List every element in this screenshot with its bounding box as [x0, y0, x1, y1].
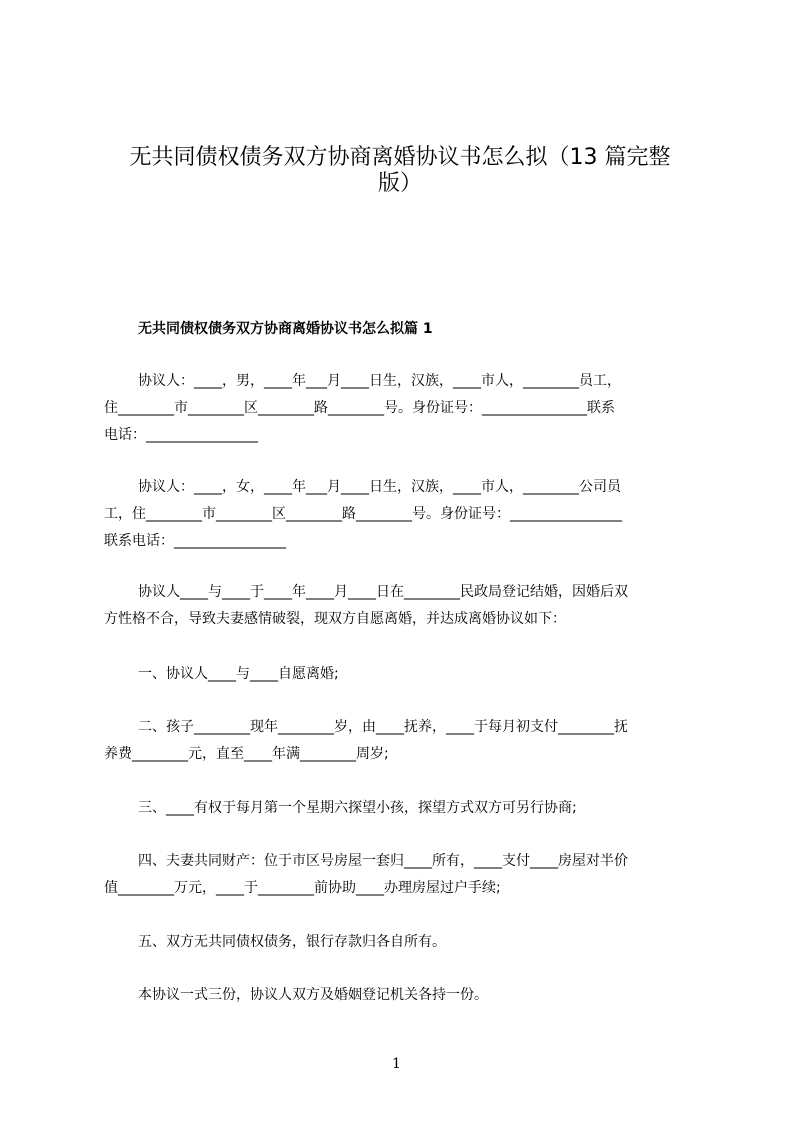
- clause-2: [104, 714, 700, 768]
- clause-4: [104, 848, 700, 902]
- clause-3: [104, 795, 700, 822]
- clause-1: [104, 661, 700, 688]
- party2-line-3: 联系电话：________________: [104, 533, 286, 549]
- document-title: [100, 145, 700, 197]
- clause-1-text: 一、协议人____与____自愿离婚;: [138, 666, 339, 682]
- title-line-1: 无共同债权债务双方协商离婚协议书怎么拟（13 篇完整: [129, 145, 671, 170]
- clause-2-line-1: 二、孩子________现年________岁，由____抚养，____于每月初支付________抚: [138, 719, 628, 735]
- party1-line-3: 电话：________________: [104, 427, 258, 443]
- clause-2-line-2: 养费________元，直至____年满________周岁;: [104, 746, 389, 762]
- closing-text: 本协议一式三份，协议人双方及婚姻登记机关各持一份。: [138, 987, 488, 1003]
- intro-paragraph: [104, 579, 700, 633]
- intro-line-2: 方性格不合，导致夫妻感情破裂，现双方自愿离婚，并达成离婚协议如下：: [104, 611, 566, 627]
- page-number: 1: [392, 1056, 401, 1072]
- intro-line-1: 协议人____与____于____年____月____日在________民政局登记结婚，因婚后双: [138, 584, 628, 600]
- closing-paragraph: [104, 982, 700, 1009]
- clause-5-text: 五、双方无共同债权债务，银行存款归各自所有。: [138, 934, 446, 950]
- clause-5: [104, 929, 700, 956]
- clause-4-line-2: 值________万元，____于________前协助____办理房屋过户手续;: [104, 880, 501, 896]
- clause-3-text: 三、____有权于每月第一个星期六探望小孩，探望方式双方可另行协商;: [138, 800, 577, 816]
- title-line-2: 版）: [377, 171, 422, 196]
- party2-paragraph: [104, 474, 700, 555]
- party2-line-2: 工，住________市________区________路________号。身份证号：________________: [104, 506, 622, 522]
- party2-line-1: 协议人：____，女，____年___月____日生，汉族，____市人，________公司员: [138, 479, 621, 495]
- clause-4-line-1: 四、夫妻共同财产：位于市区号房屋一套归____所有，____支付____房屋对半价: [138, 853, 628, 869]
- party1-paragraph: [104, 368, 700, 449]
- party1-line-2: 住________市________区________路________号。身份证号：_______________联系: [104, 400, 615, 416]
- party1-line-1: 协议人：____，男，____年___月____日生，汉族，____市人，________员工，: [138, 373, 621, 389]
- section-heading: 无共同债权债务双方协商离婚协议书怎么拟篇 1: [138, 321, 433, 337]
